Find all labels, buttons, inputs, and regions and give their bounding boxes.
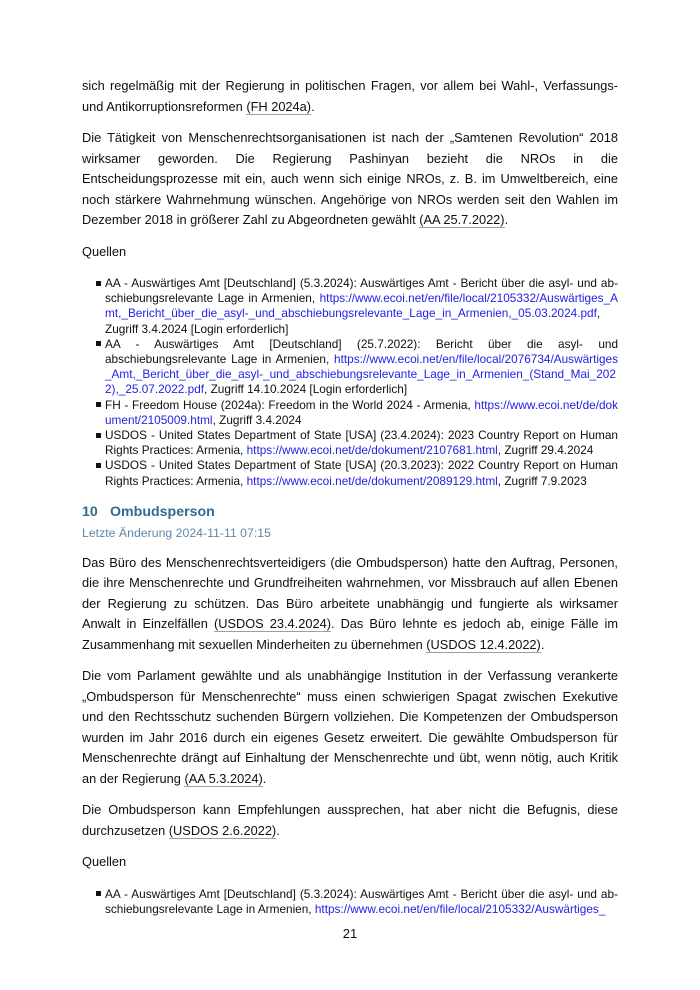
source-text: AA - Auswärtiges Amt [Deutschland] (5.3.2024): Auswärtiges Amt - Bericht über die asyl- und abschiebungsrelevante Lage in Armenien,: [105, 886, 618, 917]
section-number: 10: [82, 503, 98, 520]
bullet-icon: [96, 891, 101, 896]
source-text: , Zugriff 14.10.2024 [Login erforderlich]: [204, 382, 408, 397]
source-text: , Zugriff 7.9.2023: [497, 473, 587, 488]
section-heading: [82, 503, 618, 521]
paragraph: [82, 553, 618, 656]
paragraph: [82, 128, 618, 231]
sources-list: [82, 276, 618, 489]
citation-link[interactable]: (FH 2024a): [246, 98, 312, 114]
source-text: , Zugriff 3.4.2024: [212, 412, 302, 427]
source-text: , Zugriff 3.4.2024 [Login erforderlich]: [105, 306, 601, 336]
sources-heading: Quellen: [82, 854, 127, 870]
citation-link[interactable]: (AA 5.3.2024): [184, 770, 263, 786]
source-url-link[interactable]: https://www.ecoi.net/en/file/local/2105332/Auswärtiges_Amt,_Bericht_über_die_asyl-_und_abschiebungsrelevante_Lage_in_Armenien,_05.03.2024.pdf: [105, 291, 618, 321]
source-url-link[interactable]: https://www.ecoi.net/en/file/local/2105332/Auswärtiges_: [314, 902, 606, 917]
paragraph: [82, 666, 618, 789]
paragraph-text: .: [504, 212, 509, 227]
source-url-link[interactable]: https://www.ecoi.net/en/file/local/2076734/Auswärtiges_Amt,_Bericht_über_die_asyl-_und_abschiebungsrelevante_Lage_in_Armenien_(Stand_Mai_2022),_25.07.2022.pdf: [105, 352, 618, 397]
list-item: [82, 887, 618, 917]
bullet-icon: [96, 402, 101, 407]
source-url-link[interactable]: https://www.ecoi.net/de/dokument/2089129.html: [246, 473, 498, 488]
source-text: , Zugriff 29.4.2024: [497, 443, 594, 458]
paragraph-text: Die Tätigkeit von Menschenrechtsorganisationen ist nach der „Samtenen Revolution“ 2018 wirksamer geworden. Die Regierung Pashinyan bezieht die NROs in die Entscheidungsprozesse mit ein, auch wenn sich einige NROs, z. B. im Umweltbereich, eine noch stärkere Wahrnehmung wünschen. Angehörige von NROs werden seit den Wahlen im Dezember 2018 in größerer Zahl zu Abgeordneten gewählt: [82, 130, 618, 227]
list-item: [82, 458, 618, 488]
bullet-icon: [96, 281, 101, 286]
source-url-link[interactable]: https://www.ecoi.net/de/dokument/2107681.html: [246, 443, 498, 458]
bullet-icon: [96, 463, 101, 468]
paragraph-text: Die vom Parlament gewählte und als unabhängige Institution in der Verfassung verankerte „Ombudsperson für Menschenrechte“ muss einen schwierigen Spagat zwischen Exekutive und den Rechtsschutz suchenden Bürgern vollziehen. Die Kompetenzen der Ombudsperson wurden im Jahr 2016 durch ein eigenes Gesetz erweitert. Die gewählte Ombudsperson für Menschenrechte drängt auf Einhaltung der Menschenrechte und übt, wenn nötig, auch Kritik an der Regierung: [82, 668, 618, 786]
bullet-icon: [96, 433, 101, 438]
source-text: USDOS - United States Department of State [USA] (23.4.2024): 2023 Country Report on Human Rights Practices: Armenia,: [105, 428, 618, 458]
sources-heading: Quellen: [82, 243, 127, 259]
citation-link[interactable]: (USDOS 23.4.2024): [213, 616, 331, 632]
paragraph-text: Die Ombudsperson kann Empfehlungen aussprechen, hat aber nicht die Befugnis, diese durchzusetzen: [82, 802, 618, 838]
citation-link[interactable]: (USDOS 12.4.2022): [426, 636, 541, 652]
list-item: [82, 276, 618, 337]
paragraph-text: .: [262, 770, 267, 786]
source-text: AA - Auswärtiges Amt [Deutschland] (25.7.2022): Bericht über die asyl- und abschiebungsrelevante Lage in Armenien,: [105, 336, 618, 367]
list-item: [82, 428, 618, 458]
source-url-link[interactable]: https://www.ecoi.net/de/dokument/2105009.html: [105, 397, 618, 427]
paragraph-text: Das Büro des Menschenrechtsverteidigers (die Ombudsperson) hatte den Auftrag, Personen, die ihre Menschenrechte und Grundfreiheiten wahrnehmen, vor Missbrauch auf allen Ebenen der Regierung zu schützen. Das Büro arbeitete unabhängig und fungierte als wirksamer Anwalt in Einzelfällen: [82, 554, 618, 632]
source-text: FH - Freedom House (2024a): Freedom in the World 2024 - Armenia,: [105, 397, 475, 412]
paragraph-text: . Das Büro lehnte es jedoch ab, einige Fälle im Zusammenhang mit sexuellen Minderheiten zu übernehmen: [82, 616, 618, 652]
bullet-icon: [96, 341, 101, 346]
list-item: [82, 337, 618, 398]
last-change-note: Letzte Änderung 2024-11-11 07:15: [82, 525, 271, 540]
paragraph: [82, 76, 618, 117]
list-item: [82, 398, 618, 428]
citation-link[interactable]: (USDOS 2.6.2022): [168, 822, 277, 838]
section-title: Ombudsperson: [110, 503, 215, 520]
sources-list: [82, 887, 618, 917]
citation-link[interactable]: (AA 25.7.2022): [419, 212, 505, 227]
paragraph-text: .: [311, 98, 315, 114]
paragraph-text: sich regelmäßig mit der Regierung in politischen Fragen, vor allem bei Wahl-, Verfassungs- und Antikorruptionsreformen: [82, 78, 618, 114]
source-text: USDOS - United States Department of State [USA] (20.3.2023): 2022 Country Report on Human Rights Practices: Armenia,: [105, 458, 618, 488]
source-text: AA - Auswärtiges Amt [Deutschland] (5.3.2024): Auswärtiges Amt - Bericht über die asyl- und abschiebungsrelevante Lage in Armenien,: [105, 276, 618, 306]
paragraph-text: .: [540, 636, 545, 652]
paragraph-text: .: [276, 822, 280, 838]
paragraph: [82, 800, 618, 841]
page-number: 21: [342, 926, 358, 941]
